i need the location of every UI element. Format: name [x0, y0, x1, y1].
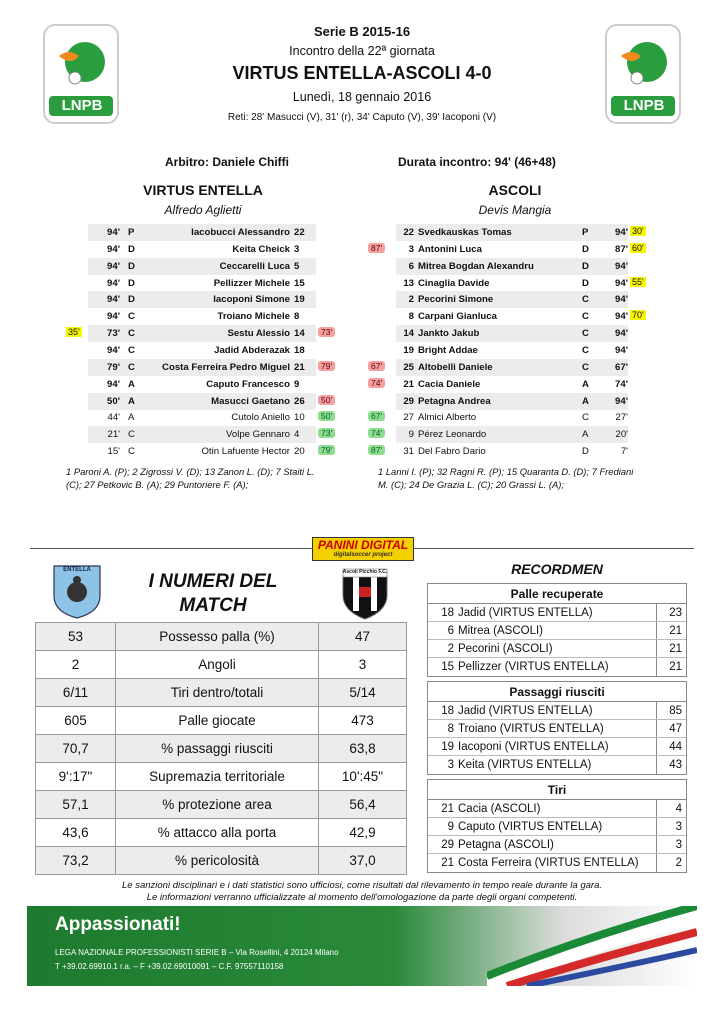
player-role: C [582, 344, 589, 356]
away-player-row [396, 258, 628, 275]
stats-row [36, 847, 407, 875]
player-number: 31 [403, 446, 414, 458]
entella-crest-text: ENTELLA [63, 567, 91, 573]
player-number: 19 [403, 344, 414, 356]
stat-label: % pericolosità [116, 847, 319, 875]
home-player-row [88, 426, 316, 443]
player-number: 25 [403, 361, 414, 373]
player-name: Ceccarelli Luca [219, 260, 290, 272]
player-minutes: 94' [615, 277, 628, 289]
panini-title: PANINI DIGITAL [317, 538, 409, 552]
sub-out-badge: 73' [318, 327, 335, 337]
away-coach: Devis Mangia [478, 203, 552, 217]
home-coach: Alfredo Aglietti [164, 203, 242, 217]
player-role: D [128, 260, 135, 272]
player-role: C [582, 361, 589, 373]
away-player-row [396, 241, 628, 258]
recordmen-player: Cacia (ASCOLI) [458, 802, 541, 815]
recordmen-player: Iacoponi (VIRTUS ENTELLA) [458, 740, 609, 753]
recordmen-value: 21 [656, 640, 686, 657]
player-name: Iacobucci Alessandro [191, 227, 290, 238]
player-minutes: 94' [107, 378, 120, 390]
player-minutes: 94' [107, 344, 120, 356]
recordmen-player: Caputo (VIRTUS ENTELLA) [458, 820, 603, 833]
player-name: Altobelli Daniele [418, 361, 493, 373]
ascoli-crest [340, 565, 390, 621]
player-number: 27 [403, 412, 414, 424]
sub-out-badge: 67' [368, 361, 385, 371]
stat-away-value: 5/14 [319, 679, 407, 707]
ascoli-crest-text: Ascoli Picchio F.C. [342, 569, 388, 575]
home-player-row [88, 308, 316, 325]
away-player-row [396, 376, 628, 393]
recordmen-box [427, 681, 687, 775]
player-name: Jadid Abderazak [214, 344, 290, 356]
sub-in-badge: 73' [318, 428, 335, 438]
stat-away-value: 42,9 [319, 819, 407, 847]
recordmen-box [427, 779, 687, 873]
away-player-row [396, 393, 628, 410]
player-number: 22 [403, 227, 414, 238]
player-minutes: 74' [615, 378, 628, 390]
stat-away-value: 10':45" [319, 763, 407, 791]
recordmen-row [428, 800, 686, 818]
stat-label: % passaggi riusciti [116, 735, 319, 763]
match-duration: Durata incontro: 94' (46+48) [398, 155, 556, 169]
stat-label: % protezione area [116, 791, 319, 819]
player-name: Pecorini Simone [418, 294, 494, 306]
sub-out-badge: 50' [318, 395, 335, 405]
sub-in-badge: 67' [368, 411, 385, 421]
stat-label: Possesso palla (%) [116, 623, 319, 651]
recordmen-box-title: Tiri [428, 780, 686, 800]
away-player-row [396, 409, 628, 426]
player-number: 8 [408, 311, 414, 323]
stat-home-value: 2 [36, 651, 116, 679]
recordmen-box [427, 583, 687, 677]
player-number: 10 [294, 412, 305, 424]
home-player-row [88, 342, 316, 359]
stat-away-value: 63,8 [319, 735, 407, 763]
recordmen-value: 3 [656, 818, 686, 835]
player-name: Cacia Daniele [418, 378, 481, 390]
recordmen-player: Petagna (ASCOLI) [458, 838, 554, 851]
stat-away-value: 37,0 [319, 847, 407, 875]
recordmen-row [428, 738, 686, 756]
player-name: Almici Alberto [418, 412, 477, 424]
yellow-card-badge: 70' [632, 310, 644, 321]
stat-away-value: 3 [319, 651, 407, 679]
disclaimer-line: Le informazioni verranno ufficializzate al momento dell'omologazione da parte degli organi competenti. [146, 892, 578, 903]
player-minutes: 50' [107, 395, 120, 407]
recordmen-number: 19 [441, 740, 454, 753]
stat-away-value: 473 [319, 707, 407, 735]
recordmen-value: 44 [656, 738, 686, 755]
player-role: C [582, 412, 589, 424]
player-role: D [128, 243, 135, 255]
recordmen-number: 9 [447, 820, 454, 833]
player-minutes: 94' [107, 294, 120, 306]
recordmen-number: 18 [441, 606, 454, 619]
player-number: 26 [294, 395, 305, 407]
away-player-row [396, 275, 628, 292]
recordmen-value: 47 [656, 720, 686, 737]
player-minutes: 94' [615, 294, 628, 306]
player-name: Bright Addae [418, 344, 478, 356]
player-role: A [582, 429, 589, 441]
home-bench: 1 Paroni A. (P); 2 Zigrossi V. (D); 13 Zanon L. (D); 7 Staiti L. (C); 27 Petkovic B. (A); 29 Puntoriere F. (A); [66, 466, 315, 490]
match-title: VIRTUS ENTELLA-ASCOLI 4-0 [232, 63, 492, 83]
recordmen-player: Jadid (VIRTUS ENTELLA) [458, 704, 593, 717]
player-role: A [128, 378, 135, 390]
player-minutes: 73' [107, 328, 120, 340]
recordmen-number: 6 [447, 624, 454, 637]
away-player-row [396, 325, 628, 342]
disclaimer [40, 880, 684, 904]
stats-row [36, 735, 407, 763]
player-minutes: 94' [615, 260, 628, 272]
player-minutes: 94' [615, 227, 628, 238]
player-name: Iacoponi Simone [213, 294, 290, 306]
stats-row [36, 679, 407, 707]
home-player-row [88, 443, 316, 460]
referee: Arbitro: Daniele Chiffi [165, 155, 290, 169]
home-player-row [88, 291, 316, 308]
player-role: C [128, 311, 135, 323]
home-player-row [88, 241, 316, 258]
numbers-title: I NUMERI DEL MATCH [148, 571, 278, 616]
stat-home-value: 605 [36, 707, 116, 735]
away-bench: 1 Lanni I. (P); 32 Ragni R. (P); 15 Quaranta D. (D); 7 Frediani M. (C); 24 De Grazia L. (C); 20 Grassi L. (A); [378, 466, 634, 490]
player-name: Keita Cheick [232, 243, 290, 255]
player-role: A [128, 412, 135, 424]
tricolor-ribbon-icon [487, 906, 697, 986]
sub-in-badge: 79' [318, 445, 335, 455]
recordmen-row [428, 622, 686, 640]
recordmen-number: 18 [441, 704, 454, 717]
player-name: Pellizzer Michele [213, 277, 290, 289]
player-number: 5 [294, 260, 300, 272]
player-name: Troiano Michele [217, 311, 290, 323]
player-minutes: 21' [107, 429, 120, 441]
player-role: P [582, 227, 589, 238]
player-number: 8 [294, 311, 300, 323]
stats-row [36, 623, 407, 651]
player-name: Carpani Gianluca [418, 311, 497, 323]
sub-in-badge: 50' [318, 411, 335, 421]
player-role: D [582, 446, 589, 458]
recordmen-value: 4 [656, 800, 686, 817]
player-name: Antonini Luca [418, 243, 482, 255]
recordmen-value: 21 [656, 658, 686, 676]
player-minutes: 94' [615, 328, 628, 340]
player-minutes: 44' [107, 412, 120, 424]
player-name: Masucci Gaetano [211, 395, 290, 407]
player-minutes: 87' [615, 243, 628, 255]
stat-home-value: 6/11 [36, 679, 116, 707]
recordmen-number: 2 [447, 642, 454, 655]
player-role: C [582, 311, 589, 323]
sub-out-badge: 87' [368, 243, 385, 253]
player-name: Otin Lafuente Hector [201, 446, 290, 458]
stats-row [36, 707, 407, 735]
away-player-row [396, 359, 628, 376]
player-name: Petagna Andrea [418, 395, 491, 407]
player-minutes: 94' [615, 311, 628, 323]
recordmen-row [428, 640, 686, 658]
player-name: Sestu Alessio [227, 328, 290, 340]
lnpb-logo-text: LNPB [623, 97, 665, 114]
recordmen-number: 21 [441, 802, 454, 815]
stats-row [36, 791, 407, 819]
player-minutes: 94' [107, 227, 120, 238]
footer-slogan: Appassionati! [55, 914, 181, 935]
player-role: P [128, 227, 135, 238]
recordmen-row [428, 854, 686, 872]
disclaimer-line: Le sanzioni disciplinari e i dati statistici sono ufficiosi, come risultati dal rilevamento in tempo reale durante la gara. [122, 880, 602, 891]
stat-label: Angoli [116, 651, 319, 679]
recordmen-row [428, 836, 686, 854]
recordmen-player: Costa Ferreira (VIRTUS ENTELLA) [458, 857, 639, 869]
player-role: C [128, 446, 135, 458]
recordmen-number: 21 [441, 857, 454, 869]
player-minutes: 94' [615, 395, 628, 407]
recordmen-value: 23 [656, 604, 686, 621]
match-stats-table [35, 622, 407, 875]
player-role: C [128, 361, 135, 373]
recordmen-player: Mitrea (ASCOLI) [458, 624, 543, 637]
recordmen-value: 2 [656, 854, 686, 872]
player-role: C [128, 344, 135, 356]
stat-home-value: 73,2 [36, 847, 116, 875]
recordmen-row [428, 818, 686, 836]
player-name: Svedkauskas Tomas [418, 227, 512, 238]
stat-label: Tiri dentro/totali [116, 679, 319, 707]
player-role: C [128, 429, 135, 441]
match-date: Lunedì, 18 gennaio 2016 [292, 90, 432, 104]
recordmen-box-title: Palle recuperate [428, 584, 686, 604]
stat-home-value: 70,7 [36, 735, 116, 763]
away-team-name: ASCOLI [488, 182, 542, 198]
away-player-row [396, 342, 628, 359]
footer-street: Via Rosellini, 4 20124 Milano [235, 948, 339, 957]
stat-label: % attacco alla porta [116, 819, 319, 847]
player-role: A [582, 378, 589, 390]
stats-row [36, 819, 407, 847]
home-player-row [88, 258, 316, 275]
home-player-row [88, 224, 316, 241]
recordmen-value: 21 [656, 622, 686, 639]
player-role: C [128, 328, 135, 340]
home-team-name: VIRTUS ENTELLA [143, 182, 263, 198]
footer-address: LEGA NAZIONALE PROFESSIONISTI SERIE B – Via Rosellini, 4 20124 Milano [55, 948, 339, 957]
sub-out-badge: 74' [368, 378, 385, 388]
home-player-row [88, 409, 316, 426]
player-minutes: 67' [615, 361, 628, 373]
player-name: Mitrea Bogdan Alexandru [418, 260, 534, 272]
home-player-row [88, 376, 316, 393]
stat-home-value: 43,6 [36, 819, 116, 847]
player-number: 21 [403, 378, 414, 390]
recordmen-value: 3 [656, 836, 686, 853]
yellow-card-badge: 60' [632, 242, 644, 253]
player-name: Del Fabro Dario [418, 446, 486, 458]
player-role: A [128, 395, 135, 407]
stat-home-value: 9':17" [36, 763, 116, 791]
stat-home-value: 53 [36, 623, 116, 651]
player-minutes: 27' [615, 412, 628, 424]
player-name: Caputo Francesco [206, 378, 290, 390]
recordmen-player: Pellizzer (VIRTUS ENTELLA) [458, 661, 609, 673]
recordmen-row [428, 702, 686, 720]
stat-label: Palle giocate [116, 707, 319, 735]
recordmen-player: Pecorini (ASCOLI) [458, 642, 553, 655]
recordmen-value: 43 [656, 756, 686, 774]
recordmen-value: 85 [656, 702, 686, 719]
player-name: Cinaglia Davide [418, 277, 490, 289]
stats-row [36, 651, 407, 679]
player-minutes: 20' [615, 429, 628, 441]
sub-in-badge: 74' [368, 428, 385, 438]
player-minutes: 7' [620, 446, 628, 458]
player-minutes: 94' [615, 344, 628, 356]
round-title: Incontro della 22ª giornata [289, 44, 435, 58]
recordmen-number: 3 [447, 759, 454, 771]
stat-label: Supremazia territoriale [116, 763, 319, 791]
sub-in-badge: 87' [368, 445, 385, 455]
recordmen-row [428, 756, 686, 774]
yellow-card-badge: 55' [632, 276, 644, 287]
stat-away-value: 47 [319, 623, 407, 651]
player-number: 3 [408, 243, 414, 255]
player-role: A [582, 395, 589, 407]
player-role: C [582, 328, 589, 340]
home-player-row [88, 275, 316, 292]
lnpb-logo-text: LNPB [61, 97, 103, 114]
player-number: 9 [294, 378, 300, 390]
player-number: 22 [294, 227, 305, 238]
player-number: 6 [408, 260, 414, 272]
player-minutes: 94' [107, 260, 120, 272]
player-role: C [582, 294, 589, 306]
goals-line: Reti: 28' Masucci (V), 31' (r), 34' Caputo (V), 39' Iacoponi (V) [227, 112, 497, 123]
panini-digital-logo [312, 537, 414, 561]
player-number: 2 [408, 294, 414, 306]
yellow-card-badge: 35' [68, 327, 80, 338]
recordmen-number: 8 [447, 722, 454, 735]
panini-sub: digitalsoccer project [333, 552, 393, 558]
player-role: D [582, 277, 589, 289]
player-role: D [128, 294, 135, 306]
player-number: 19 [294, 294, 305, 306]
virtus-entella-crest [50, 562, 104, 620]
player-minutes: 94' [107, 243, 120, 255]
away-player-row [396, 308, 628, 325]
sub-out-badge: 79' [318, 361, 335, 371]
footer-contacts: T +39.02.69910.1 r.a. – F +39.02.69010091 – C.F. 97557110158 [55, 962, 284, 971]
player-name: Volpe Gennaro [225, 429, 290, 441]
player-number: 15 [294, 277, 305, 289]
away-player-row [396, 224, 628, 241]
player-name: Jankto Jakub [418, 328, 480, 340]
player-number: 4 [294, 429, 300, 441]
recordmen-row [428, 658, 686, 676]
footer-org: LEGA NAZIONALE PROFESSIONISTI SERIE B [55, 948, 227, 957]
league-title: Serie B 2015-16 [313, 24, 411, 39]
player-number: 3 [294, 243, 300, 255]
away-player-row [396, 291, 628, 308]
stat-away-value: 56,4 [319, 791, 407, 819]
away-player-row [396, 426, 628, 443]
player-number: 14 [294, 328, 305, 340]
player-number: 20 [294, 446, 305, 458]
recordmen-title: RECORDMEN [511, 561, 603, 577]
yellow-card-badge: 30' [632, 226, 644, 236]
recordmen-number: 29 [441, 838, 454, 851]
player-minutes: 15' [107, 446, 120, 458]
home-player-row [88, 359, 316, 376]
player-number: 21 [294, 361, 305, 373]
player-number: 13 [403, 277, 414, 289]
recordmen-box-title: Passaggi riusciti [428, 682, 686, 702]
away-player-row [396, 443, 628, 460]
player-role: D [128, 277, 135, 289]
player-name: Costa Ferreira Pedro Miguel [162, 361, 290, 373]
recordmen-player: Jadid (VIRTUS ENTELLA) [458, 606, 593, 619]
player-number: 14 [403, 328, 414, 340]
recordmen-number: 15 [441, 661, 454, 673]
player-number: 9 [408, 429, 414, 441]
player-name: Pérez Leonardo [418, 429, 487, 441]
player-minutes: 79' [107, 361, 120, 373]
stats-row [36, 763, 407, 791]
recordmen-row [428, 720, 686, 738]
lnpb-logo-right [605, 24, 681, 124]
player-number: 29 [403, 395, 414, 407]
player-role: D [582, 243, 589, 255]
stat-home-value: 57,1 [36, 791, 116, 819]
player-name: Cutolo Aniello [231, 412, 290, 424]
lnpb-logo-left [43, 24, 119, 124]
footer-banner [27, 906, 697, 986]
player-minutes: 94' [107, 311, 120, 323]
recordmen-player: Keita (VIRTUS ENTELLA) [458, 759, 592, 771]
player-minutes: 94' [107, 277, 120, 289]
recordmen-row [428, 604, 686, 622]
recordmen-player: Troiano (VIRTUS ENTELLA) [458, 722, 604, 735]
home-player-row [88, 325, 316, 342]
home-player-row [88, 393, 316, 410]
player-number: 18 [294, 344, 305, 356]
player-role: D [582, 260, 589, 272]
